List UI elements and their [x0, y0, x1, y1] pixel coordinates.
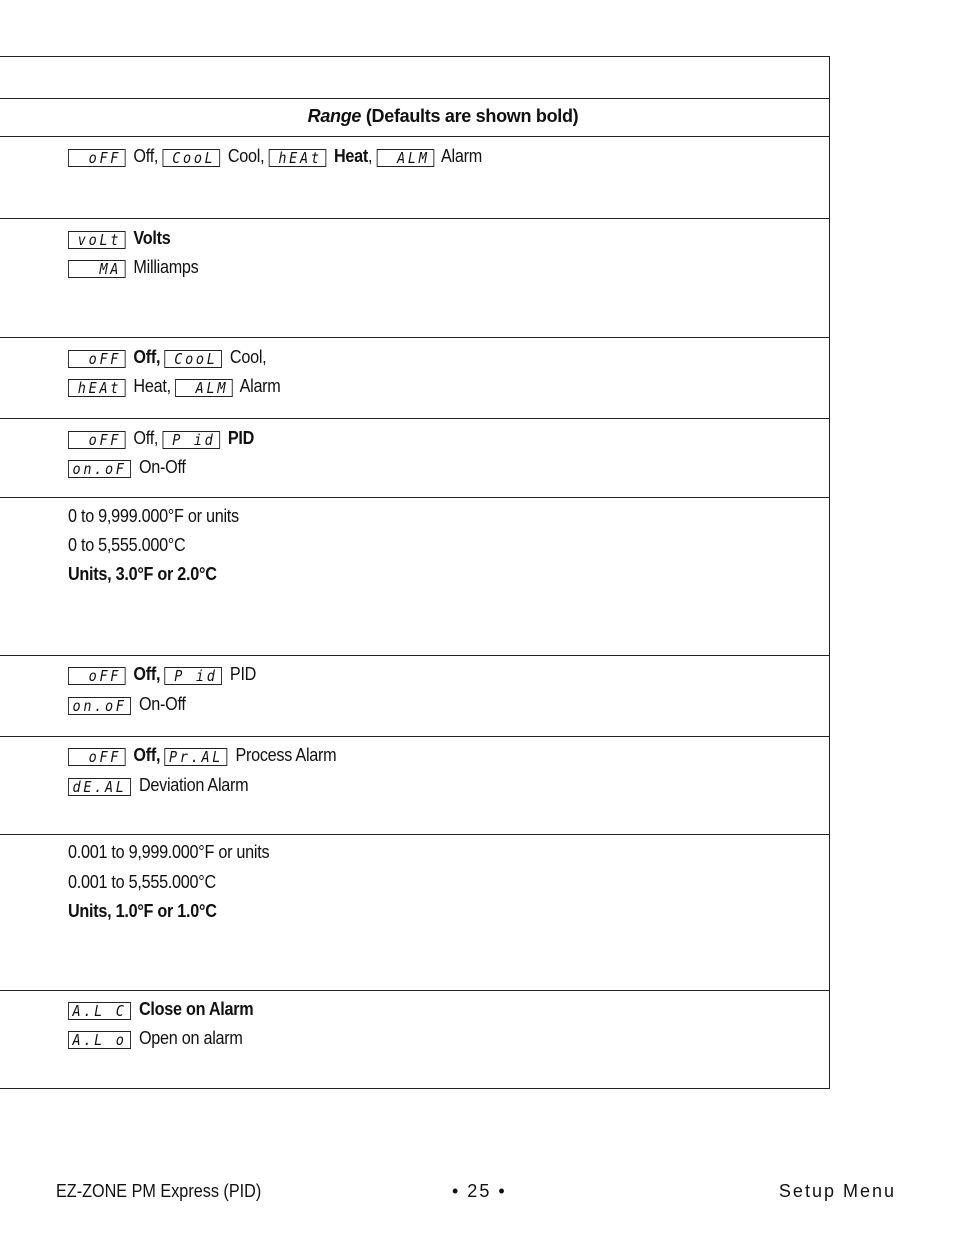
lcd-code: A.L C: [68, 1002, 131, 1020]
alarm-logic-b: A.L o Open on alarm: [68, 1028, 243, 1049]
lcd-code: oFF: [68, 431, 126, 449]
output-function-options-2a: oFF Off, CooL Cool,: [68, 347, 266, 368]
row-divider: [0, 98, 830, 99]
range-line: 0.001 to 5,555.000°C: [68, 872, 216, 892]
lcd-code: on.oF: [68, 697, 131, 715]
range-default: Units, 1.0°F or 1.0°C: [68, 901, 217, 921]
range-default: Units, 3.0°F or 2.0°C: [68, 564, 217, 584]
output-type-milliamps: MA Milliamps: [68, 257, 199, 278]
output-function-options: oFF Off, CooL Cool, hEAt Heat, ALM Alarm: [68, 146, 482, 167]
alarm-type-a: oFF Off, Pr.AL Process Alarm: [68, 745, 336, 766]
lcd-code: MA: [68, 260, 126, 278]
lcd-code: oFF: [68, 350, 126, 368]
lcd-code: CooL: [162, 149, 220, 167]
range-line: 0.001 to 9,999.000°F or units: [68, 842, 270, 862]
row-divider: [0, 736, 830, 737]
lcd-code: oFF: [68, 667, 126, 685]
lcd-code: oFF: [68, 149, 126, 167]
lcd-code: A.L o: [68, 1031, 131, 1049]
lcd-code: P id: [164, 667, 222, 685]
range-line: 0 to 9,999.000°F or units: [68, 506, 239, 526]
range-header: Range (Defaults are shown bold): [307, 106, 579, 126]
row-divider: [0, 218, 830, 219]
lcd-code: hEAt: [269, 149, 327, 167]
row-divider: [0, 136, 830, 137]
footer-product: EZ-ZONE PM Express (PID): [56, 1181, 262, 1201]
control-method-a: oFF Off, P id PID: [68, 428, 254, 449]
lcd-code: CooL: [164, 350, 222, 368]
alarm-type-b: dE.AL Deviation Alarm: [68, 775, 248, 796]
lcd-code: on.oF: [68, 460, 131, 478]
footer-page-number: • 25 •: [452, 1181, 507, 1201]
lcd-code: dE.AL: [68, 778, 131, 796]
row-divider: [0, 497, 830, 498]
lcd-code: hEAt: [68, 379, 126, 397]
row-divider: [0, 337, 830, 338]
row-divider: [0, 834, 830, 835]
control-method-b: on.oF On-Off: [68, 457, 186, 478]
row-divider: [0, 655, 830, 656]
footer-section: Setup Menu: [778, 1181, 896, 1201]
row-divider: [0, 418, 830, 419]
control-method-c: oFF Off, P id PID: [68, 664, 256, 685]
lcd-code: oFF: [68, 748, 126, 766]
row-divider: [0, 990, 830, 991]
lcd-code: voLt: [68, 231, 126, 249]
lcd-code: ALM: [175, 379, 233, 397]
lcd-code: P id: [162, 431, 220, 449]
lcd-code: ALM: [376, 149, 434, 167]
control-method-d: on.oF On-Off: [68, 694, 186, 715]
alarm-logic-a: A.L C Close on Alarm: [68, 999, 253, 1020]
lcd-code: Pr.AL: [164, 748, 227, 766]
output-type-volts: voLt Volts: [68, 228, 170, 249]
range-line: 0 to 5,555.000°C: [68, 535, 186, 555]
output-function-options-2b: hEAt Heat, ALM Alarm: [68, 376, 281, 397]
